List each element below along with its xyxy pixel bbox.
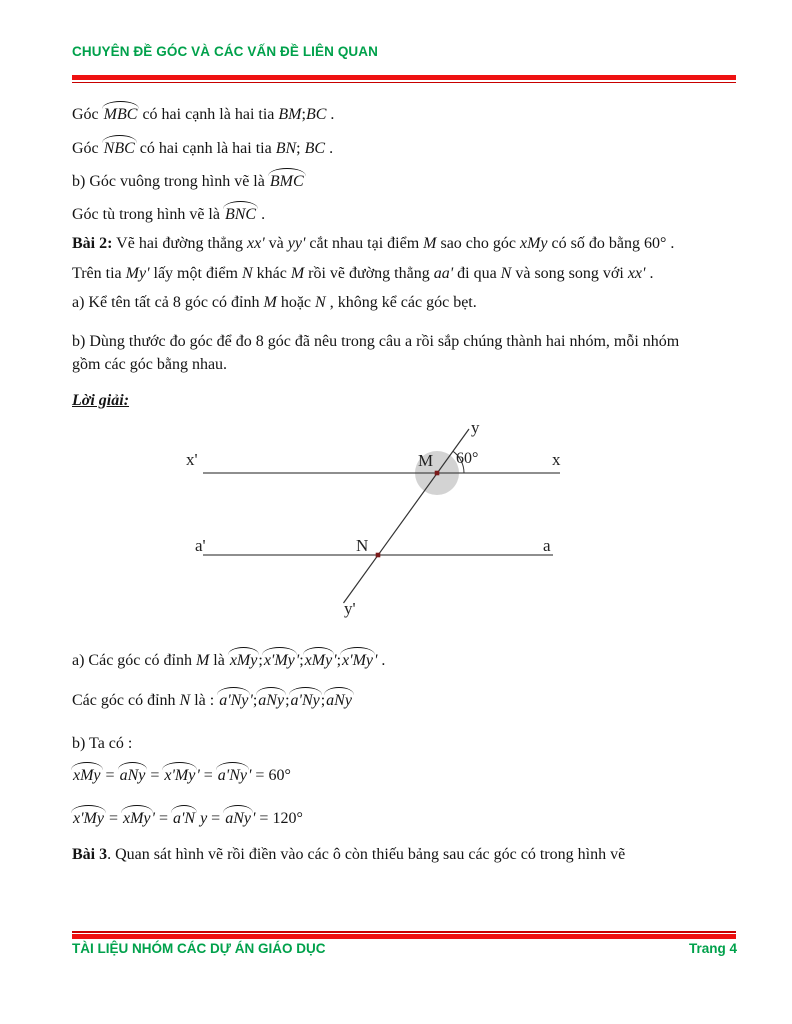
exercise2-part-a: a) Kể tên tất cả 8 góc có đỉnh M hoặc N , không kể các góc bẹt. <box>72 294 477 311</box>
angle-diagram-svg <box>0 413 792 625</box>
exercise3-statement: Bài 3. Quan sát hình vẽ rồi điền vào các ô còn thiếu bảng sau các góc có trong hình vẽ <box>72 846 626 863</box>
point-M <box>435 471 440 476</box>
solution-b-intro: b) Ta có : <box>72 735 133 752</box>
label-N: N <box>356 536 369 555</box>
exercise2-part-b-line2: gồm các góc bằng nhau. <box>72 356 228 373</box>
line-goc-vuong: b) Góc vuông trong hình vẽ là BMC <box>72 171 752 193</box>
footer-rule-thick <box>72 934 736 939</box>
figure-parallel-lines-diagram <box>0 413 792 625</box>
line-yy-prime <box>344 429 470 603</box>
line-goc-nbc: Góc NBC có hai cạnh là hai tia BN; BC . <box>72 138 752 160</box>
equation-120-degrees: x'My = xMy' = a'N y = aNy' = 120° <box>72 808 752 830</box>
line-goc-tu: Góc tù trong hình vẽ là BNC . <box>72 204 752 226</box>
footer-document-group: TÀI LIỆU NHÓM CÁC DỰ ÁN GIÁO DỤC <box>72 941 326 956</box>
solution-a-angles-N: Các góc có đỉnh N là : a'Ny';aNy;a'Ny;aNy <box>72 690 752 712</box>
label-x-prime: x' <box>186 450 198 469</box>
footer-rule-thin <box>72 931 736 933</box>
label-a-prime: a' <box>195 536 206 555</box>
page-header-title: CHUYÊN ĐỀ GÓC VÀ CÁC VẤN ĐỀ LIÊN QUAN <box>72 44 378 59</box>
exercise2-statement-line2: Trên tia My' lấy một điểm N khác M rồi vẽ đường thẳng aa' đi qua N và song song với xx' . <box>72 265 654 282</box>
equation-60-degrees: xMy = aNy = x'My' = a'Ny' = 60° <box>72 765 752 787</box>
label-x: x <box>552 450 561 469</box>
line-goc-mbc: Góc MBC có hai cạnh là hai tia BM;BC . <box>72 104 752 126</box>
header-rule-thick <box>72 75 736 80</box>
exercise2-statement-line1: Bài 2: Vẽ hai đường thẳng xx' và yy' cắt nhau tại điểm M sao cho góc xMy có số đo bằng 60° . <box>72 235 675 252</box>
footer-page-number: Trang 4 <box>688 941 737 956</box>
label-M: M <box>418 451 434 470</box>
label-angle-60: 60° <box>456 450 479 467</box>
label-a: a <box>543 536 551 555</box>
header-rule-thin <box>72 82 736 84</box>
solution-heading: Lời giải: <box>72 392 130 409</box>
solution-a-angles-M: a) Các góc có đỉnh M là xMy;x'My';xMy';x'My' . <box>72 650 752 672</box>
label-y-prime: y' <box>344 599 356 618</box>
exercise2-part-b-line1: b) Dùng thước đo góc để đo 8 góc đã nêu trong câu a rồi sắp chúng thành hai nhóm, mỗi nhóm <box>72 333 680 350</box>
point-N <box>376 553 381 558</box>
label-y: y <box>471 418 480 437</box>
